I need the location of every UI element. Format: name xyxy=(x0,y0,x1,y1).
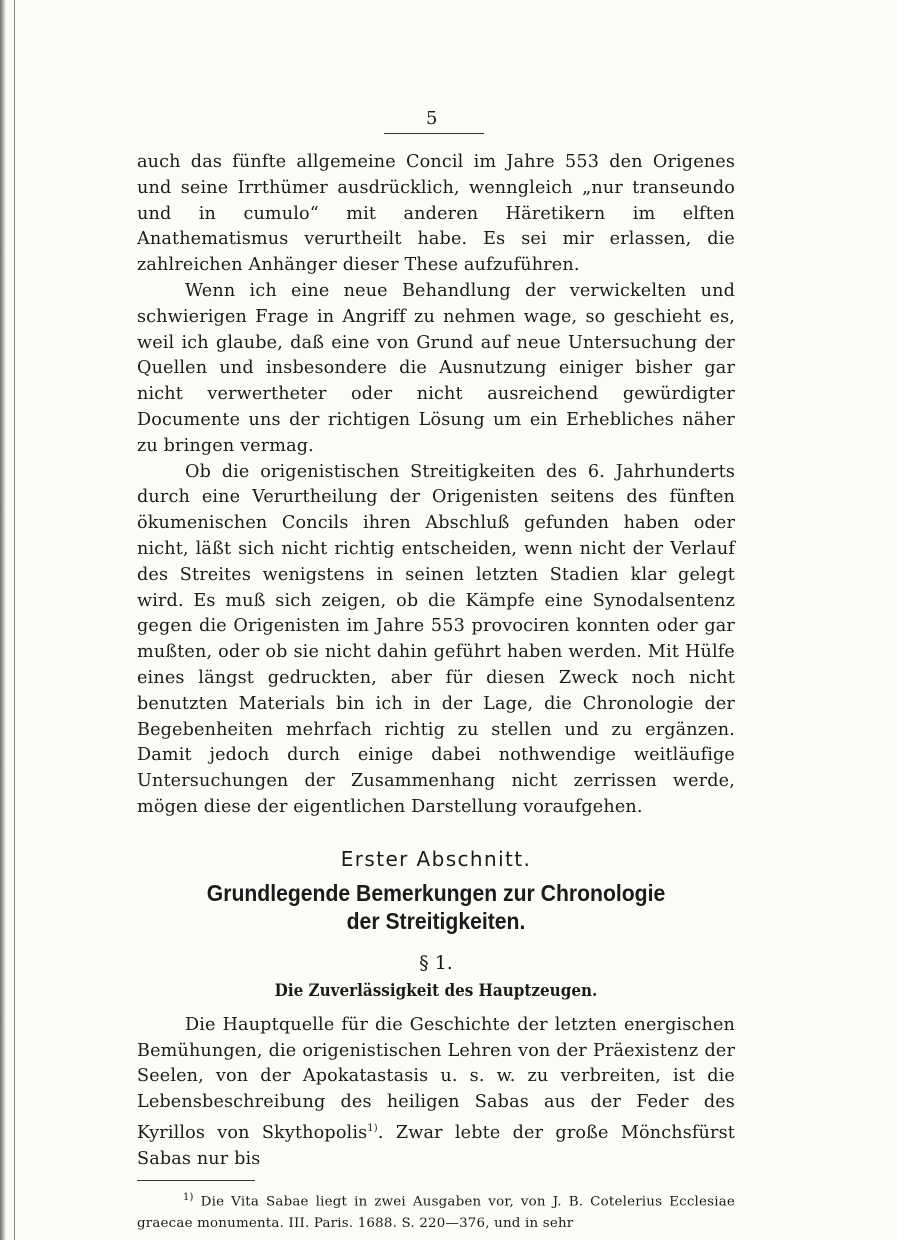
section-kicker: Erster Abschnitt. xyxy=(340,846,532,871)
section-title-line-1: Grundlegende Bemerkungen zur Chronologie xyxy=(206,879,666,906)
page-number: 5 xyxy=(426,108,438,129)
footnote xyxy=(137,1187,735,1233)
header-rule xyxy=(384,133,484,134)
scan-margin-line xyxy=(14,0,15,1240)
subsection-number: § 1. xyxy=(419,951,453,974)
scan-shadow-edge xyxy=(0,0,6,1240)
section-title-line-2: der Streitigkeiten. xyxy=(346,907,526,934)
body-paragraph xyxy=(137,1013,735,1173)
footnote-text: Die Vita Sabae liegt in zwei Ausgaben vor, von J. B. Cotelerius Ecclesiae graecae monumenta. III. Paris. 1688. S. 220—376, und in sehr xyxy=(137,1194,735,1231)
body-paragraph-tail: . Zwar lebte der große Mönchsfürst Sabas nur bis xyxy=(137,1122,735,1169)
page-header xyxy=(0,108,897,138)
footnote-rule xyxy=(137,1180,255,1181)
footnote-mark: 1) xyxy=(183,1192,194,1204)
paragraph-2: Wenn ich eine neue Behandlung der verwickelten und schwierigen Frage in Angriff zu nehmen wage, so geschieht es, weil ich glaube, daß eine von Grund auf neue Untersuchung der Quellen und insbesondere die Ausnutzung einiger bisher gar nicht verwertheter oder nicht ausreichend gewürdigter Documente uns der richtigen Lösung um ein Erhebliches näher zu bringen vermag. xyxy=(137,280,735,456)
paragraph-3: Ob die origenistischen Streitigkeiten des 6. Jahrhunderts durch eine Verurtheilung der Origenisten seitens des fünften ökumenischen Concils ihren Abschluß gefunden haben oder nicht, läßt sich nicht richtig entscheiden, wenn nicht der Verlauf des Streites wenigstens in seinen letzten Stadien klar gelegt wird. Es muß sich zeigen, ob die Kämpfe eine Synodalsentenz gegen die Origenisten im Jahre 553 provociren konnten oder gar mußten, oder ob sie nicht dahin geführt haben werden. Mit Hülfe eines längst gedruckten, aber für diesen Zweck noch nicht benutzten Materials bin ich in der Lage, die Chronologie der Begebenheiten mehrfach richtig zu stellen und zu ergänzen. Damit jedoch durch einige dabei nothwendige weitläufige Untersuchungen der Zusammenhang nicht zerrissen werde, mögen diese der eigentlichen Darstellung voraufgehen. xyxy=(137,461,735,817)
paragraph-1: auch das fünfte allgemeine Concil im Jahre 553 den Origenes und seine Irrthümer ausdrücklich, wenngleich „nur transeundo und in cumulo“ mit anderen Häretikern im elften Anathematismus verurtheilt habe. Es sei mir erlassen, die zahlreichen Anhänger dieser These aufzuführen. xyxy=(137,152,735,276)
subsection-title: Die Zuverlässigkeit des Hauptzeugen. xyxy=(274,980,598,1000)
section-title xyxy=(161,879,711,935)
body-paragraph-text: Die Hauptquelle für die Geschichte der letzten energischen Bemühungen, die origenistischen Lehren von der Präexistenz der Seelen, von der Apokatastasis u. s. w. zu verbreiten, ist die Lebensbeschreibung des heiligen Sabas aus der Feder des Kyrillos von Skythopolis xyxy=(137,1014,735,1143)
footnote-reference: 1) xyxy=(367,1122,378,1134)
page-content xyxy=(137,150,735,1234)
